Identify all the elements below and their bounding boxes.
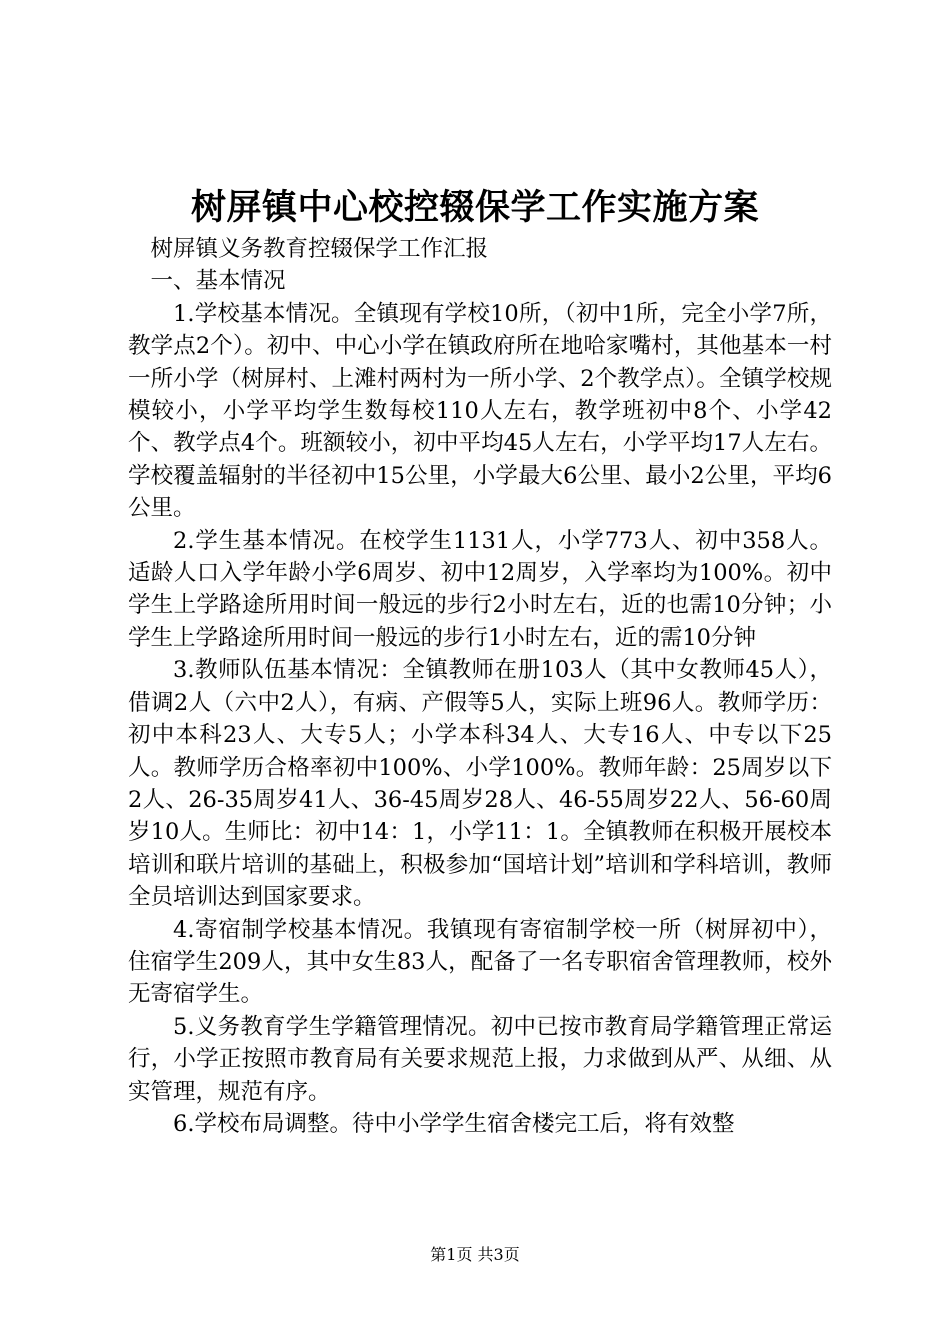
page-footer: 第1页 共3页 (430, 1245, 520, 1264)
paragraph-registration-info: 5.义务教育学生学籍管理情况。初中已按市教育局学籍管理正常运行，小学正按照市教育局有关要求规范上报，力求做到从严、从细、从实管理，规范有序。 (128, 1013, 832, 1105)
paragraph-layout-adjustment: 6.学校布局调整。待中小学学生宿舍楼完工后，将有效整 (173, 1110, 735, 1137)
paragraph-school-info: 1.学校基本情况。全镇现有学校10所，（初中1所，完全小学7所，教学点2个）。初中、中心小学在镇政府所在地哈家嘴村，其他基本一村一所小学（树屏村、上滩村两村为一所小学、2个教学点）。全镇学校规模较小，小学平均学生数每校110人左右，教学班初中8个、小学42个、教学点4个。班额较小，初中平均45人左右，小学平均17人左右。学校覆盖辐射的半径初中15公里，小学最大6公里、最小2公里，平均6公里。 (128, 300, 832, 522)
paragraph-boarding-info: 4.寄宿制学校基本情况。我镇现有寄宿制学校一所（树屏初中），住宿学生209人，其中女生83人，配备了一名专职宿舍管理教师，校外无寄宿学生。 (128, 916, 832, 1008)
paragraph-student-info: 2.学生基本情况。在校学生1131人，小学773人、初中358人。适龄人口入学年龄小学6周岁、初中12周岁，入学率均为100%。初中学生上学路途所用时间一般远的步行2小时左右，近的也需10分钟；小学生上学路途所用时间一般远的步行1小时左右，近的需10分钟 (128, 527, 832, 651)
subtitle-paragraph: 树屏镇义务教育控辍保学工作汇报 (150, 236, 489, 262)
section-heading: 一、基本情况 (150, 268, 286, 295)
document-body (128, 233, 832, 1140)
paragraph-teacher-info: 3.教师队伍基本情况：全镇教师在册103人（其中女教师45人），借调2人（六中2人），有病、产假等5人，实际上班96人。教师学历：初中本科23人、大专5人；小学本科34人、大专16人、中专以下25人。教师学历合格率初中100%、小学100%。教师年龄：25周岁以下2人、26-35周岁41人、36-45周岁28人、46-55周岁22人、56-60周岁10人。生师比：初中14：1，小学11：1。全镇教师在积极开展校本培训和联片培训的基础上，积极参加“国培计划”培训和学科培训，教师全员培训达到国家要求。 (128, 657, 832, 911)
document-title: 树屏镇中心校控辍保学工作实施方案 (190, 187, 759, 228)
